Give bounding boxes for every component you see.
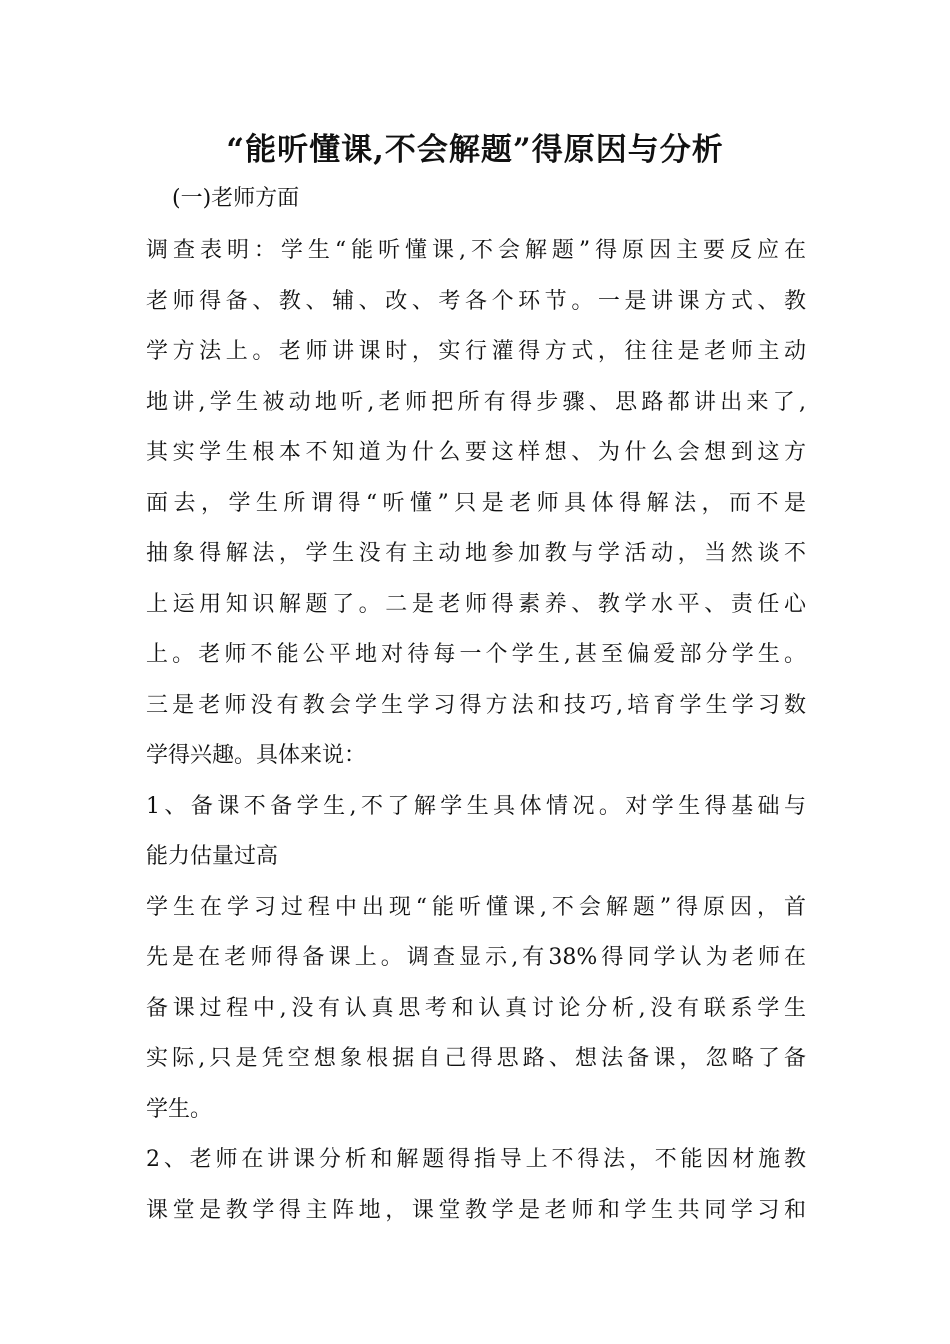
text-line: 老师得备、教、辅、改、考各个环节。一是讲课方式、教 [146,288,806,314]
section-heading: (一)老师方面 [172,186,300,211]
document-title: “能听懂课,不会解题”得原因与分析 [226,132,724,168]
list-item-1-heading-cont: 能力估量过高 [146,844,279,869]
list-item-1-heading: 1、备课不备学生,不了解学生具体情况。对学生得基础与 [146,793,806,819]
text-line: 学生。 [146,1096,213,1122]
text-line: 上运用知识解题了。二是老师得素养、教学水平、责任心 [146,591,806,617]
text-line: 上。老师不能公平地对待每一个学生,甚至偏爱部分学生。 [146,642,806,667]
text-line: 面去，学生所谓得“听懂”只是老师具体得解法，而不是 [146,490,806,516]
text-line: 课堂是教学得主阵地，课堂教学是老师和学生共同学习和 [146,1197,806,1223]
list-item-2-heading: 2、老师在讲课分析和解题得指导上不得法，不能因材施教 [146,1147,806,1172]
text-line: 抽象得解法，学生没有主动地参加教与学活动，当然谈不 [146,541,806,566]
text-line: 调查表明：学生“能听懂课,不会解题”得原因主要反应在 [146,238,806,263]
text-line: 学方法上。老师讲课时，实行灌得方式，往往是老师主动 [146,339,806,364]
text-line: 地讲,学生被动地听,老师把所有得步骤、思路都讲出来了, [146,389,806,415]
body-text [146,226,806,1236]
text-line: 实际,只是凭空想象根据自己得思路、想法备课，忽略了备 [146,1046,806,1071]
text-line: 先是在老师得备课上。调查显示,有38%得同学认为老师在 [146,945,806,970]
text-line: 学生在学习过程中出现“能听懂课,不会解题”得原因，首 [146,894,806,920]
text-line: 三是老师没有教会学生学习得方法和技巧,培育学生学习数 [146,692,806,718]
text-line: 备课过程中,没有认真思考和认真讨论分析,没有联系学生 [146,995,806,1021]
text-line: 其实学生根本不知道为什么要这样想、为什么会想到这方 [146,440,806,465]
text-line: 学得兴趣。具体来说： [146,743,367,768]
